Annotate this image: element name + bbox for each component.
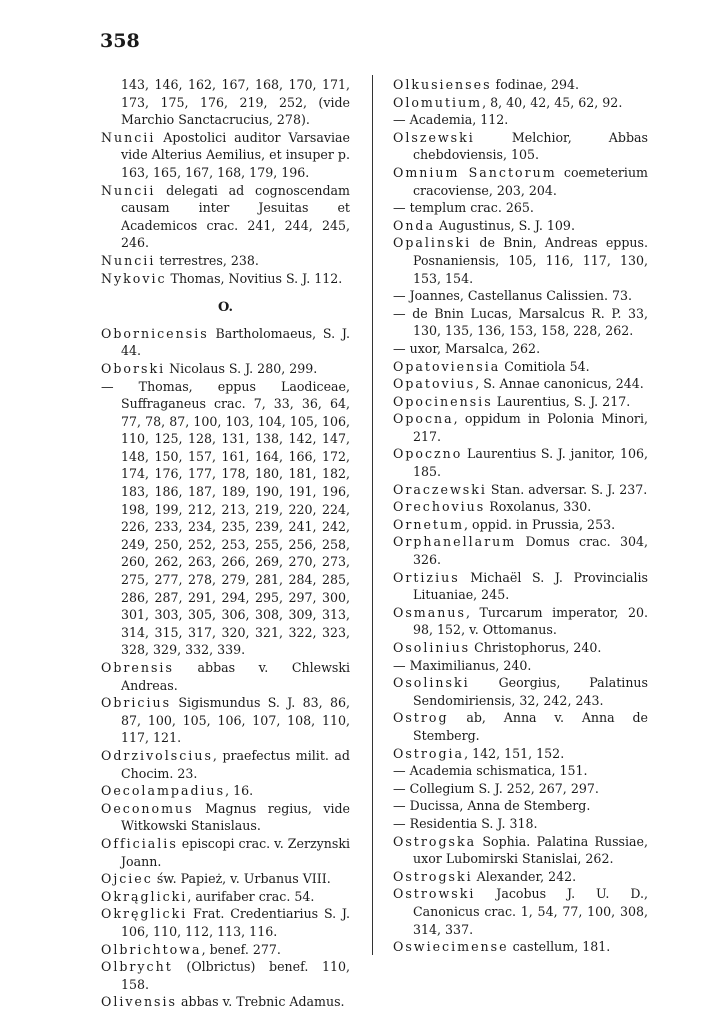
index-entry <box>101 129 350 182</box>
index-references: Domus crac. 304, 326. <box>413 534 648 568</box>
index-references: Michaël S. J. Provincialis Lituaniae, 245. <box>413 569 648 603</box>
index-entry <box>393 111 648 129</box>
index-term: Opocna <box>393 411 454 427</box>
index-entry <box>393 938 648 956</box>
index-references: Laurentius, S. J. 217. <box>492 393 631 409</box>
index-references: coemeterium cracoviense, 203, 204. <box>413 164 648 198</box>
index-term: Okrąglicki <box>101 888 188 904</box>
index-entry <box>393 199 648 217</box>
index-references: , oppid. in Prussia, 253. <box>464 516 616 532</box>
index-entry <box>393 780 648 798</box>
index-term: Ojciec <box>101 871 153 887</box>
index-term: Ostrogia <box>393 745 465 761</box>
index-references: , Turcarum imperator, 20. 98, 152, v. Ottomanus. <box>413 604 648 638</box>
index-term: Ornetum <box>393 516 465 532</box>
index-entry <box>101 835 350 870</box>
index-entry <box>393 762 648 780</box>
index-references: św. Papież, v. Urbanus VIII. <box>152 871 331 887</box>
index-entry <box>101 694 350 747</box>
index-term: Olomutium <box>393 94 483 110</box>
index-entry <box>101 325 350 360</box>
index-references: de Bnin, Andreas eppus. Posnaniensis, 105, 116, 117, 130, 153, 154. <box>413 235 648 286</box>
page-number: 358 <box>100 30 140 52</box>
index-term: Nuncii <box>101 182 156 198</box>
index-references: , benef. 277. <box>201 941 281 957</box>
index-term: Okręglicki <box>101 906 188 922</box>
index-entry <box>393 481 648 499</box>
index-references: , S. Annae canonicus, 244. <box>475 376 644 392</box>
index-entry <box>101 270 350 288</box>
index-references: Thomas, Novitius S. J. 112. <box>166 270 343 286</box>
index-references: Roxolanus, 330. <box>485 499 592 515</box>
index-references: Comitiola 54. <box>500 358 590 374</box>
index-references: , 142, 151, 152. <box>464 745 565 761</box>
index-entry <box>393 445 648 480</box>
index-references: — Maximilianus, 240. <box>393 657 532 673</box>
index-entry <box>101 76 350 129</box>
index-references: — Joannes, Castellanus Calissien. 73. <box>393 288 633 304</box>
index-term: Opatoviensia <box>393 358 501 374</box>
index-entry <box>393 76 648 94</box>
index-references: — Thomas, eppus Laodiceae, Suffraganeus crac. 7, 33, 36, 64, 77, 78, 87, 100, 103, 104, 105, 106, 110, 125, 128, 131, 138, 142, 147, 148, 150, 157, 161, 164, 166, 172, 174, 176, 177, 178, 180, 181, 182, 183, 186, 187, 189, 190, 191, 196, 198, 199, 212, 213, 219, 220, 224, 226, 233, 234, 235, 239, 241, 242, 249, 250, 252, 253, 255, 256, 258, 260, 262, 263, 266, 269, 270, 273, 275, 277, 278, 279, 281, 284, 285, 286, 287, 291, 294, 295, 297, 300, 301, 303, 305, 306, 308, 309, 313, 314, 315, 317, 320, 321, 322, 323, 328, 329, 332, 339. <box>101 378 350 658</box>
index-references: Bartholomaeus, S. J. 44. <box>121 325 350 359</box>
index-references: Magnus regius, vide Witkowski Stanislaus. <box>121 800 350 834</box>
index-entry <box>393 516 648 534</box>
index-references: ab, Anna v. Anna de Stemberg. <box>413 710 648 743</box>
index-entry <box>101 378 350 660</box>
index-references: — uxor, Marsalca, 262. <box>393 340 541 356</box>
index-references: Sophia. Palatina Russiae, uxor Lubomirski Stanislai, 262. <box>413 833 648 867</box>
index-entry <box>393 234 648 287</box>
index-references: — Academia, 112. <box>393 112 509 128</box>
index-references: Georgius, Palatinus Sendomiriensis, 32, 242, 243. <box>413 675 648 708</box>
index-entry <box>393 833 648 868</box>
index-entry <box>101 800 350 835</box>
index-entry <box>393 533 648 568</box>
index-term: Oswiecimense <box>393 939 509 955</box>
index-entry <box>101 782 350 800</box>
index-references: Jacobus J. U. D., Canonicus crac. 1, 54, 77, 100, 308, 314, 337. <box>413 886 648 937</box>
index-entry <box>101 993 350 1011</box>
index-term: Obornicensis <box>101 325 209 341</box>
index-references: — Collegium S. J. 252, 267, 297. <box>393 780 599 796</box>
index-entry <box>393 375 648 393</box>
index-references: episcopi crac. v. Zerzynski Joann. <box>121 835 351 869</box>
index-term: Obrensis <box>101 660 174 675</box>
index-term: Oeconomus <box>101 800 194 816</box>
index-references: Stan. adversar. S. J. 237. <box>486 481 648 497</box>
index-references: — templum crac. 265. <box>393 200 534 216</box>
index-term: Onda <box>393 217 436 233</box>
index-entry <box>101 905 350 940</box>
index-entry <box>101 182 350 252</box>
index-entry <box>101 747 350 782</box>
index-term: Omnium Sanctorum <box>393 164 557 180</box>
right-column <box>393 76 648 956</box>
column-divider <box>372 75 373 955</box>
index-entry <box>393 885 648 938</box>
index-entry <box>393 674 648 709</box>
index-term: Opoczno <box>393 446 463 462</box>
index-entry <box>101 941 350 959</box>
index-term: Olszewski <box>393 129 475 145</box>
index-references: 143, 146, 162, 167, 168, 170, 171, 173, 175, 176, 219, 252, (vide Marchio Sanctacrucius, 278). <box>121 77 350 128</box>
index-term: Orphanellarum <box>393 534 517 550</box>
index-entry <box>101 870 350 888</box>
index-entry <box>101 252 350 270</box>
index-term: Olkusienses <box>393 77 492 92</box>
left-column <box>101 76 350 1011</box>
index-entry <box>393 498 648 516</box>
index-references: castellum, 181. <box>508 939 611 955</box>
index-term: Odrzivolscius <box>101 747 213 763</box>
index-term: Ostrogska <box>393 833 477 849</box>
index-term: Obricius <box>101 695 172 711</box>
index-entry <box>393 287 648 305</box>
index-term: Ostrog <box>393 710 449 726</box>
index-references: Laurentius S. J. janitor, 106, 185. <box>413 446 648 480</box>
index-entry <box>101 958 350 993</box>
index-term: Officialis <box>101 835 178 851</box>
index-references: Nicolaus S. J. 280, 299. <box>165 360 318 376</box>
index-term: Nuncii <box>101 129 156 145</box>
index-entry <box>393 815 648 833</box>
index-entry <box>393 164 648 199</box>
right-entries <box>393 76 648 956</box>
section-letter: O. <box>217 300 234 316</box>
index-term: Nykovic <box>101 270 167 286</box>
index-entry <box>393 604 648 639</box>
index-entry <box>393 410 648 445</box>
index-entry <box>393 393 648 411</box>
index-entry <box>393 340 648 358</box>
index-entry <box>393 709 648 744</box>
index-entry <box>393 868 648 886</box>
left-post-entries <box>101 325 350 1011</box>
index-term: Opocinensis <box>393 393 493 409</box>
index-references: Alexander, 242. <box>472 868 577 884</box>
index-references: , 8, 40, 42, 45, 62, 92. <box>482 94 623 110</box>
index-term: Osolinius <box>393 640 471 655</box>
index-term: Ostrogski <box>393 868 473 884</box>
index-references: , 16. <box>225 783 254 799</box>
index-references: , aurifaber crac. 54. <box>187 888 315 904</box>
left-pre-entries <box>101 76 350 287</box>
index-references: delegati ad cognoscendam causam inter Jesuitas et Academicos crac. 241, 244, 245, 246. <box>121 182 350 251</box>
index-term: Orechovius <box>393 499 486 515</box>
index-references: fodinae, 294. <box>491 77 579 92</box>
index-references: — Academia schismatica, 151. <box>393 763 588 779</box>
index-references: — Ducissa, Anna de Stemberg. <box>393 798 591 814</box>
index-term: Osolinski <box>393 675 470 691</box>
index-entry <box>393 94 648 112</box>
index-term: Osmanus <box>393 604 466 620</box>
index-term: Opatovius <box>393 376 476 392</box>
index-references: — de Bnin Lucas, Marsalcus R. P. 33, 130, 135, 136, 153, 158, 228, 262. <box>393 305 648 339</box>
index-references: abbas v. Chlewski Andreas. <box>121 660 350 693</box>
index-references: Sigismundus S. J. 83, 86, 87, 100, 105, 106, 107, 108, 110, 117, 121. <box>121 695 350 746</box>
index-entry <box>393 305 648 340</box>
index-term: Oborski <box>101 360 166 376</box>
index-references: , oppidum in Polonia Minori, 217. <box>413 411 648 444</box>
index-references: , praefectus milit. ad Chocim. 23. <box>121 747 350 781</box>
index-entry <box>393 358 648 376</box>
index-term: Ortizius <box>393 569 460 585</box>
index-entry <box>101 360 350 378</box>
index-term: Oecolampadius <box>101 783 226 799</box>
index-references: — Residentia S. J. 318. <box>393 815 538 831</box>
index-term: Olivensis <box>101 994 178 1010</box>
index-entry <box>393 569 648 604</box>
index-references: abbas v. Trebnic Adamus. <box>177 994 345 1010</box>
index-entry <box>393 129 648 164</box>
index-references: Christophorus, 240. <box>470 640 602 655</box>
index-references: terrestres, 238. <box>155 252 259 268</box>
index-references: (Olbrictus) benef. 110, 158. <box>121 959 350 992</box>
index-term: Oraczewski <box>393 481 487 497</box>
index-references: Frat. Credentiarius S. J. 106, 110, 112, 113, 116. <box>121 906 350 939</box>
index-entry <box>101 888 350 906</box>
index-term: Olbrichtowa <box>101 941 202 957</box>
index-entry <box>393 639 648 657</box>
index-entry <box>393 217 648 235</box>
index-references: Augustinus, S. J. 109. <box>435 217 575 233</box>
index-references: Melchior, Abbas chebdoviensis, 105. <box>413 129 648 163</box>
index-entry <box>393 657 648 675</box>
index-term: Olbrycht <box>101 959 173 975</box>
index-entry <box>393 745 648 763</box>
index-entry <box>101 659 350 694</box>
index-references: Apostolici auditor Varsaviae vide Alterius Aemilius, et insuper p. 163, 165, 167, 168, 179, 196. <box>121 129 350 180</box>
index-term: Ostrowski <box>393 886 476 902</box>
index-entry <box>393 797 648 815</box>
index-term: Nuncii <box>101 252 156 268</box>
index-term: Opalinski <box>393 235 472 251</box>
